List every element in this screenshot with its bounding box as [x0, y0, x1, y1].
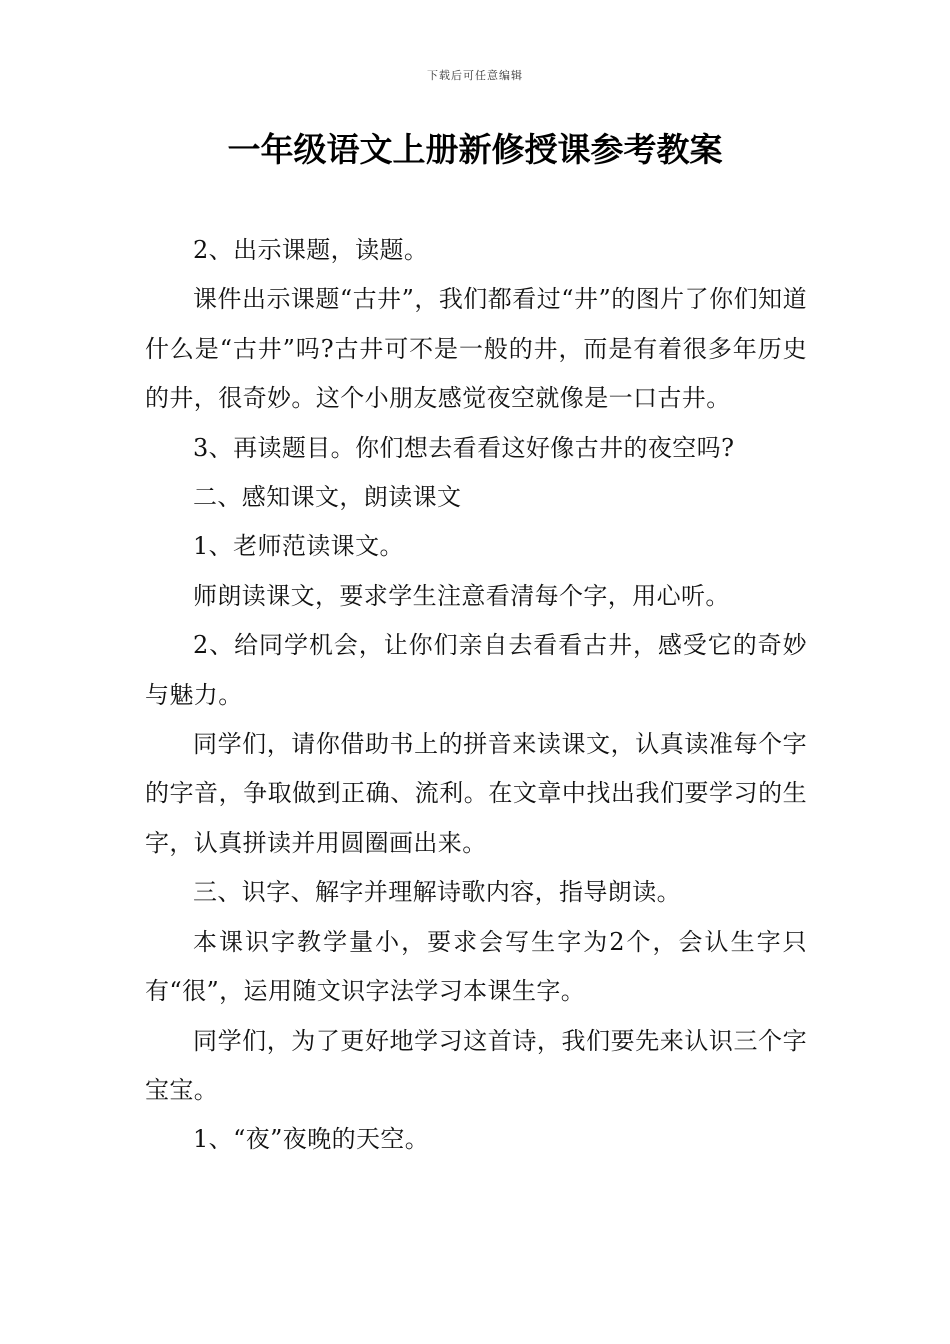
paragraph: 同学们，请你借助书上的拼音来读课文，认真读准每个字的字音，争取做到正确、流利。在文章中找出我们要学习的生字，认真拼读并用圆圈画出来。 — [145, 730, 807, 857]
paragraph: 本课识字教学量小，要求会写生字为2个，会认生字只有“很”，运用随文识字法学习本课生字。 — [145, 927, 807, 1006]
paragraph: 课件出示课题“古井”，我们都看过“井”的图片了你们知道什么是“古井”吗?古井可不是一般的井，而是有着很多年历史的井，很奇妙。这个小朋友感觉夜空就像是一口古井。 — [145, 285, 807, 413]
paragraph: 1、老师范读课文。 — [193, 532, 404, 561]
paragraph: 同学们，为了更好地学习这首诗，我们要先来认识三个字宝宝。 — [145, 1026, 807, 1104]
paragraph: 师朗读课文，要求学生注意看清每个字，用心听。 — [193, 581, 730, 610]
paragraph: 三、识字、解字并理解诗歌内容，指导朗读。 — [193, 878, 681, 907]
document-title: 一年级语文上册新修授课参考教案 — [227, 130, 723, 169]
paragraph: 二、感知课文，朗读课文 — [193, 483, 462, 512]
paragraph: 2、出示课题，读题。 — [193, 236, 429, 264]
paragraph: 2、给同学机会，让你们亲自去看看古井，感受它的奇妙与魅力。 — [145, 631, 807, 709]
paragraph: 1、“夜”夜晚的天空。 — [193, 1125, 430, 1154]
document-body — [145, 226, 807, 1165]
paragraph: 3、再读题目。你们想去看看这好像古井的夜空吗? — [193, 433, 735, 462]
header-note: 下载后可任意编辑 — [427, 69, 523, 82]
